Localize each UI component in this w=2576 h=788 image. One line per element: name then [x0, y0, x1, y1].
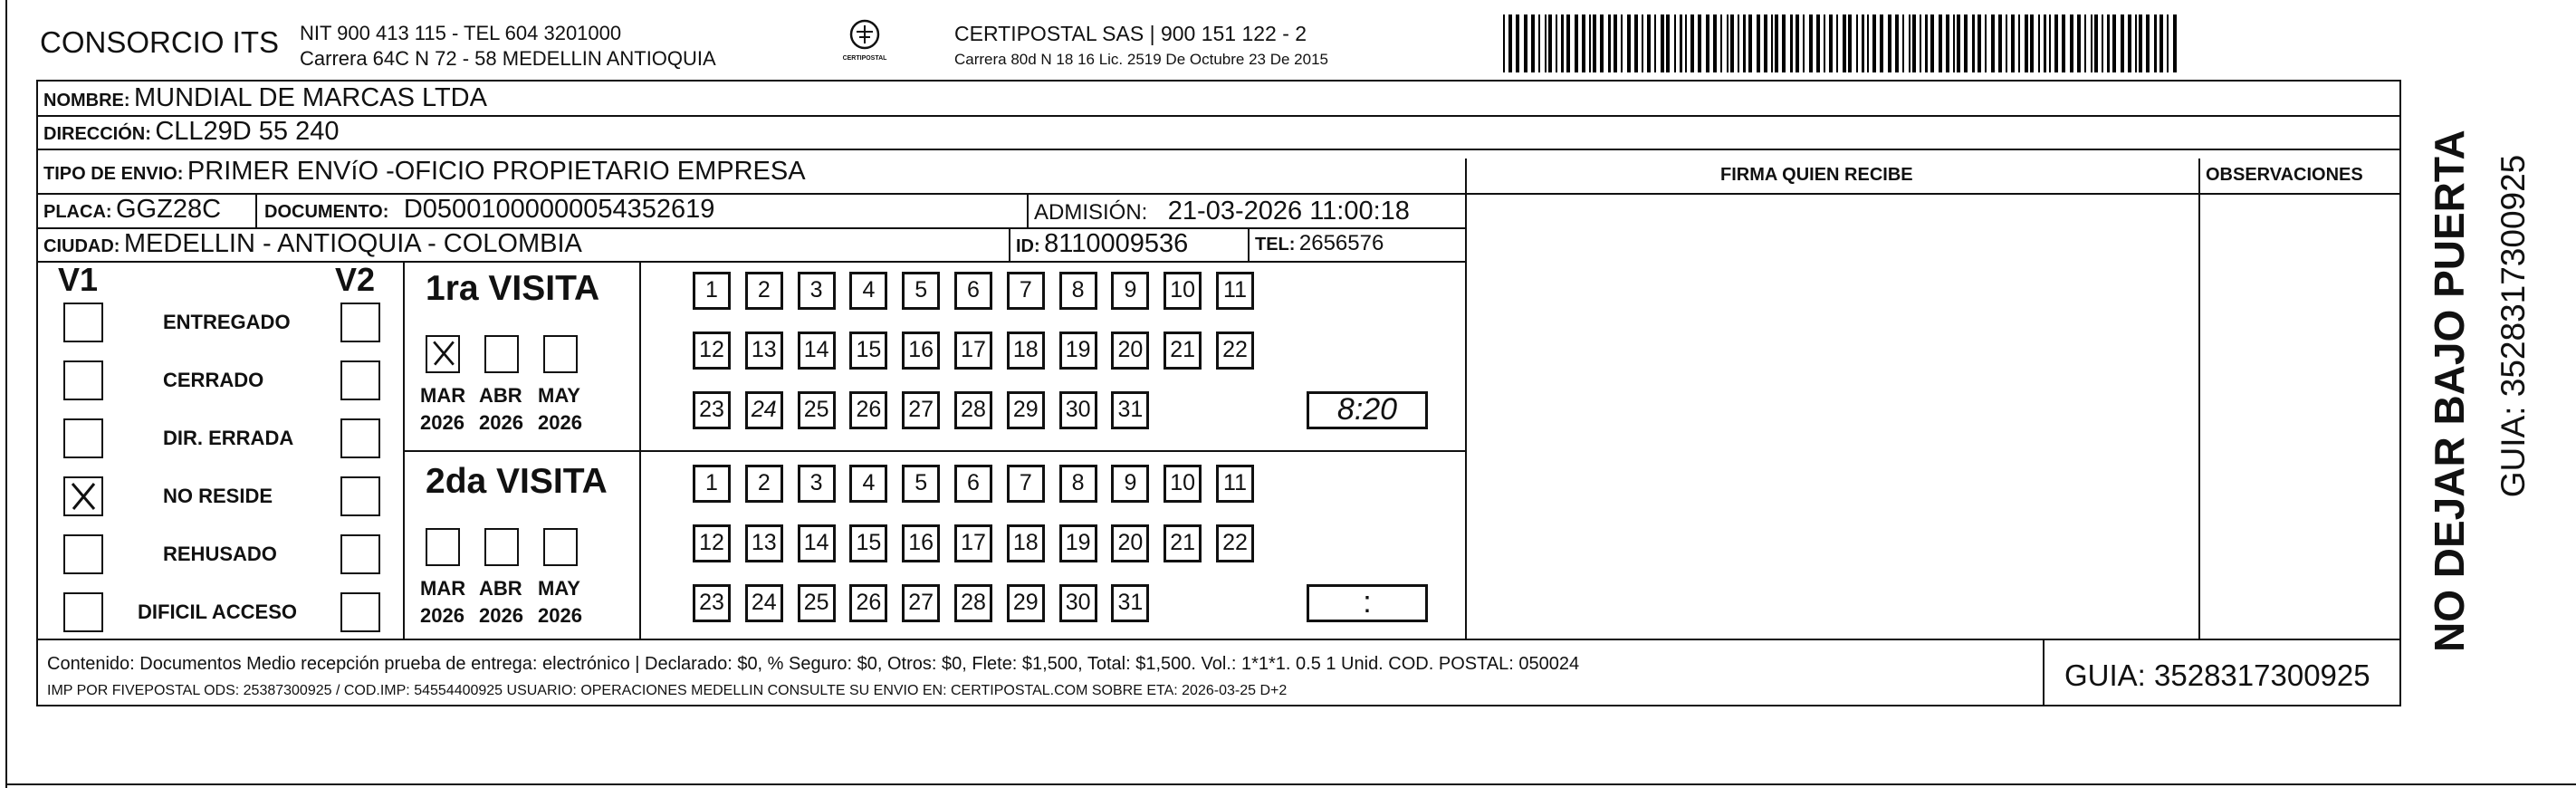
barcode-bar: [1972, 14, 1975, 72]
barcode-bar: [2084, 14, 2086, 72]
barcode-bar: [1727, 14, 1729, 72]
barcode-bar: [1775, 14, 1778, 72]
observaciones-label: OBSERVACIONES: [2206, 165, 2363, 185]
barcode-bar: [1621, 14, 1623, 72]
certipostal-logo: [833, 18, 896, 65]
year-label: 2026: [479, 604, 523, 627]
day-cell[interactable]: 31: [1111, 584, 1149, 622]
day-cell[interactable]: 2: [745, 272, 783, 310]
barcode-bar: [1690, 14, 1694, 72]
tipo-value: PRIMER ENVíO -OFICIO PROPIETARIO EMPRESA: [187, 157, 806, 186]
day-cell[interactable]: 15: [849, 332, 887, 370]
ciudad-value: MEDELLIN - ANTIOQUIA - COLOMBIA: [123, 229, 582, 258]
barcode-bar: [1589, 14, 1591, 72]
documento-label: DOCUMENTO:: [264, 202, 389, 222]
barcode-bar: [1771, 14, 1773, 72]
placa-value: GGZ28C: [116, 195, 222, 224]
admision-row: [1034, 197, 1410, 226]
barcode: [1503, 14, 2179, 72]
month-label: ABR: [479, 577, 522, 600]
rule: [2198, 159, 2200, 639]
month-checkbox[interactable]: [484, 528, 519, 566]
time-box[interactable]: :: [1307, 584, 1428, 622]
ciudad-label: CIUDAD:: [43, 236, 120, 256]
ciudad-row: [43, 229, 582, 259]
rule: [1465, 159, 1467, 639]
rule: [36, 115, 2401, 117]
documento-row: [264, 195, 714, 225]
barcode-bar: [1593, 14, 1596, 72]
day-cell[interactable]: 3: [798, 272, 836, 310]
barcode-bar: [2121, 14, 2124, 72]
check-mark-icon: [65, 478, 101, 514]
day-cell[interactable]: 29: [1007, 391, 1045, 429]
status-v2-checkbox[interactable]: [340, 418, 380, 458]
barcode-bar: [1925, 14, 1928, 72]
month-label: ABR: [479, 384, 522, 407]
barcode-bar: [1698, 14, 1701, 72]
day-cell[interactable]: 10: [1164, 465, 1202, 503]
nombre-value: MUNDIAL DE MARCAS LTDA: [134, 83, 487, 112]
day-cell[interactable]: 31: [1111, 391, 1149, 429]
barcode-bar: [1998, 14, 2002, 72]
day-cell[interactable]: 30: [1059, 584, 1097, 622]
barcode-bar: [1654, 14, 1656, 72]
barcode-bar: [1939, 14, 1942, 72]
barcode-bar: [1516, 14, 1519, 72]
barcode-bar: [1809, 14, 1813, 72]
barcode-bar: [1764, 14, 1767, 72]
day-cell[interactable]: 18: [1007, 332, 1045, 370]
barcode-bar: [1912, 14, 1916, 72]
rule: [1027, 193, 1029, 227]
barcode-bar: [2139, 14, 2142, 72]
rule: [36, 261, 1465, 263]
day-cell[interactable]: 11: [1216, 465, 1254, 503]
barcode-bar: [1888, 14, 1891, 72]
barcode-bar: [2070, 14, 2073, 72]
month-label: MAY: [538, 384, 580, 407]
check-mark-icon: [427, 337, 460, 370]
barcode-bar: [2049, 14, 2051, 72]
barcode-bar: [1647, 14, 1651, 72]
barcode-bar: [2044, 14, 2046, 72]
day-cell[interactable]: 27: [902, 391, 940, 429]
month-checkbox[interactable]: [484, 335, 519, 373]
barcode-bar: [2128, 14, 2131, 72]
placa-label: PLACA:: [43, 202, 112, 222]
status-label: NO RESIDE: [163, 485, 273, 507]
barcode-bar: [1862, 14, 1864, 72]
company-nit: NIT 900 413 115 - TEL 604 3201000: [300, 22, 622, 44]
barcode-bar: [1538, 14, 1540, 72]
barcode-bar: [2102, 14, 2103, 72]
day-cell[interactable]: 2: [745, 465, 783, 503]
admision-label: ADMISIÓN:: [1034, 200, 1148, 225]
year-label: 2026: [479, 411, 523, 434]
logo-icon: [847, 18, 883, 51]
barcode-bar: [1902, 14, 1904, 72]
day-cell[interactable]: 5: [902, 272, 940, 310]
day-cell[interactable]: 21: [1164, 524, 1202, 562]
month-checkbox[interactable]: [426, 335, 460, 373]
barcode-bar: [2091, 14, 2092, 72]
barcode-bar: [1713, 14, 1717, 72]
barcode-bar: [1856, 14, 1858, 72]
barcode-bar: [2054, 14, 2058, 72]
rule: [36, 193, 1465, 195]
company-address: Carrera 64C N 72 - 58 MEDELLIN ANTIOQUIA: [300, 47, 716, 70]
barcode-bar: [1561, 14, 1564, 72]
barcode-bar: [2135, 14, 2137, 72]
day-cell[interactable]: 13: [745, 332, 783, 370]
barcode-bar: [1730, 14, 1734, 72]
tel-label: TEL:: [1255, 235, 1296, 255]
status-v1-checkbox[interactable]: [63, 592, 103, 632]
v2-label: V2: [335, 261, 376, 298]
day-cell[interactable]: 26: [849, 391, 887, 429]
status-v2-checkbox[interactable]: [340, 534, 380, 574]
day-cell[interactable]: 30: [1059, 391, 1097, 429]
day-cell[interactable]: 11: [1216, 272, 1254, 310]
barcode-bar: [1930, 14, 1934, 72]
barcode-bar: [1680, 14, 1682, 72]
barcode-bar: [2173, 14, 2177, 72]
rule: [255, 193, 257, 227]
barcode-bar: [1545, 14, 1547, 72]
nombre-row: [43, 83, 487, 113]
barcode-bar: [1582, 14, 1585, 72]
time-box[interactable]: 8:20: [1307, 391, 1428, 429]
day-cell[interactable]: 16: [902, 524, 940, 562]
status-v1-checkbox[interactable]: [63, 303, 103, 342]
barcode-bar: [1524, 14, 1527, 72]
barcode-bar: [1880, 14, 1883, 72]
id-value: 8110009536: [1044, 229, 1189, 258]
barcode-bar: [1796, 14, 1799, 72]
barcode-bar: [1508, 14, 1512, 72]
barcode-bar: [1757, 14, 1760, 72]
status-label: DIR. ERRADA: [163, 427, 294, 449]
barcode-bar: [1848, 14, 1852, 72]
barcode-bar: [1738, 14, 1739, 72]
barcode-bar: [1674, 14, 1676, 72]
barcode-bar: [1957, 14, 1960, 72]
barcode-bar: [2038, 14, 2040, 72]
month-label: MAY: [538, 577, 580, 600]
day-cell[interactable]: 24: [745, 391, 783, 429]
month-checkbox[interactable]: [426, 528, 460, 566]
day-cell[interactable]: 14: [798, 332, 836, 370]
barcode-bar: [2112, 14, 2116, 72]
tel-value: 2656576: [1298, 231, 1384, 255]
barcode-bar: [2011, 14, 2015, 72]
tel-row: [1255, 231, 1384, 256]
barcode-bar: [2006, 14, 2007, 72]
firma-label: FIRMA QUIEN RECIBE: [1720, 165, 1913, 185]
barcode-bar: [1642, 14, 1643, 72]
day-cell[interactable]: 28: [954, 584, 992, 622]
barcode-bar: [1782, 14, 1786, 72]
day-cell[interactable]: 10: [1164, 272, 1202, 310]
side-guia: GUIA: 3528317300925: [2495, 154, 2532, 498]
left-edge-line: [5, 0, 7, 788]
status-label: DIFICIL ACCESO: [138, 601, 298, 623]
day-cell[interactable]: 29: [1007, 584, 1045, 622]
admision-value: 21-03-2026 11:00:18: [1167, 197, 1410, 226]
month-label: MAR: [420, 577, 466, 600]
footer-guia: GUIA: 3528317300925: [2064, 658, 2370, 692]
rule: [1009, 227, 1010, 261]
id-label: ID:: [1016, 236, 1040, 256]
barcode-bar: [1531, 14, 1535, 72]
status-v2-checkbox[interactable]: [340, 360, 380, 400]
day-cell[interactable]: 21: [1164, 332, 1202, 370]
barcode-bar: [2077, 14, 2081, 72]
barcode-bar: [1977, 14, 1981, 72]
status-label: ENTREGADO: [163, 311, 291, 333]
rule: [403, 450, 1465, 452]
barcode-bar: [1720, 14, 1722, 72]
placa-row: [43, 195, 221, 225]
barcode-bar: [1614, 14, 1617, 72]
barcode-bar: [1824, 14, 1825, 72]
rule: [2043, 639, 2045, 706]
barcode-bar: [1666, 14, 1670, 72]
day-cell[interactable]: 7: [1007, 465, 1045, 503]
status-v1-checkbox[interactable]: [63, 418, 103, 458]
second-visit-title: 2da VISITA: [426, 462, 608, 501]
barcode-bar: [1946, 14, 1949, 72]
day-cell[interactable]: 18: [1007, 524, 1045, 562]
id-row: [1016, 229, 1188, 259]
day-cell[interactable]: 14: [798, 524, 836, 562]
barcode-bar: [1600, 14, 1604, 72]
direccion-value: CLL29D 55 240: [155, 117, 340, 146]
barcode-bar: [2030, 14, 2034, 72]
barcode-bar: [2062, 14, 2065, 72]
barcode-bar: [1985, 14, 1987, 72]
barcode-bar: [2154, 14, 2157, 72]
day-cell[interactable]: 4: [849, 465, 887, 503]
barcode-bar: [1872, 14, 1876, 72]
day-cell[interactable]: 19: [1059, 332, 1097, 370]
barcode-bar: [2094, 14, 2098, 72]
v1-label: V1: [58, 261, 99, 298]
year-label: 2026: [420, 411, 464, 434]
barcode-bar: [1566, 14, 1570, 72]
status-label: CERRADO: [163, 369, 264, 391]
company-name: CONSORCIO ITS: [40, 25, 280, 59]
barcode-bar: [1748, 14, 1752, 72]
day-cell[interactable]: 15: [849, 524, 887, 562]
day-cell[interactable]: 17: [954, 524, 992, 562]
barcode-bar: [1816, 14, 1820, 72]
bottom-edge-line: [5, 783, 2576, 785]
status-v1-checkbox[interactable]: [63, 534, 103, 574]
year-label: 2026: [538, 604, 582, 627]
day-cell[interactable]: 9: [1111, 272, 1149, 310]
barcode-bar: [1920, 14, 1921, 72]
barcode-bar: [1706, 14, 1709, 72]
day-cell[interactable]: 25: [798, 391, 836, 429]
day-cell[interactable]: 22: [1216, 524, 1254, 562]
rule: [1465, 193, 2401, 195]
day-cell[interactable]: 19: [1059, 524, 1097, 562]
barcode-bar: [1685, 14, 1687, 72]
barcode-bar: [1627, 14, 1631, 72]
carrier-name: CERTIPOSTAL SAS | 900 151 122 - 2: [954, 22, 1307, 45]
day-cell[interactable]: 13: [745, 524, 783, 562]
rule: [36, 639, 2401, 640]
day-cell[interactable]: 16: [902, 332, 940, 370]
barcode-bar: [2025, 14, 2028, 72]
status-label: REHUSADO: [163, 543, 277, 565]
day-cell[interactable]: 25: [798, 584, 836, 622]
day-cell[interactable]: 8: [1059, 272, 1097, 310]
day-cell[interactable]: 3: [798, 465, 836, 503]
day-cell[interactable]: 23: [693, 584, 731, 622]
nombre-label: NOMBRE:: [43, 91, 130, 111]
month-label: MAR: [420, 384, 466, 407]
day-cell[interactable]: 12: [693, 524, 731, 562]
footer-content-line: Contenido: Documentos Medio recepción prueba de entrega: electrónico | Declarado: $0, % Seguro: $0, Otros: $0, Flete: $1,500, Total: $1,500. Vol.: 1*1*1. 0.5 1 Unid. COD. POSTAL: 050024: [47, 654, 1580, 674]
barcode-bar: [1548, 14, 1552, 72]
day-cell[interactable]: 20: [1111, 332, 1149, 370]
barcode-bar: [2146, 14, 2150, 72]
day-cell[interactable]: 1: [693, 272, 731, 310]
barcode-bar: [1829, 14, 1833, 72]
day-cell[interactable]: 24: [745, 584, 783, 622]
status-v2-checkbox[interactable]: [340, 476, 380, 516]
barcode-bar: [1803, 14, 1805, 72]
side-warning: NO DEJAR BAJO PUERTA: [2426, 130, 2473, 652]
month-checkbox[interactable]: [543, 335, 578, 373]
day-cell[interactable]: 6: [954, 272, 992, 310]
day-cell[interactable]: 28: [954, 391, 992, 429]
day-cell[interactable]: 27: [902, 584, 940, 622]
status-v2-checkbox[interactable]: [340, 592, 380, 632]
direccion-row: [43, 117, 340, 147]
barcode-bar: [1790, 14, 1793, 72]
logo-text: CERTIPOSTAL: [842, 55, 887, 62]
day-cell[interactable]: 22: [1216, 332, 1254, 370]
day-cell[interactable]: 23: [693, 391, 731, 429]
barcode-bar: [1964, 14, 1968, 72]
year-label: 2026: [420, 604, 464, 627]
day-cell[interactable]: 17: [954, 332, 992, 370]
status-v1-checkbox[interactable]: [63, 476, 103, 516]
barcode-bar: [1953, 14, 1955, 72]
day-cell[interactable]: 4: [849, 272, 887, 310]
day-cell[interactable]: 5: [902, 465, 940, 503]
barcode-bar: [2018, 14, 2020, 72]
day-cell[interactable]: 26: [849, 584, 887, 622]
barcode-bar: [1608, 14, 1611, 72]
barcode-bar: [2159, 14, 2163, 72]
barcode-bar: [1575, 14, 1578, 72]
year-label: 2026: [538, 411, 582, 434]
direccion-label: DIRECCIÓN:: [43, 124, 151, 144]
barcode-bar: [2167, 14, 2169, 72]
documento-value: D05001000000054352619: [403, 195, 715, 224]
barcode-bar: [1991, 14, 1995, 72]
rule: [36, 149, 2401, 150]
status-v2-checkbox[interactable]: [340, 303, 380, 342]
carrier-address: Carrera 80d N 18 16 Lic. 2519 De Octubre 23 De 2015: [954, 51, 1328, 68]
first-visit-title: 1ra VISITA: [426, 269, 600, 308]
barcode-bar: [1743, 14, 1746, 72]
barcode-bar: [1634, 14, 1638, 72]
rule: [1248, 227, 1250, 261]
day-cell[interactable]: 8: [1059, 465, 1097, 503]
barcode-bar: [1661, 14, 1664, 72]
barcode-bar: [1503, 14, 1505, 72]
barcode-bar: [2107, 14, 2110, 72]
barcode-bar: [1843, 14, 1846, 72]
month-checkbox[interactable]: [543, 528, 578, 566]
barcode-bar: [1867, 14, 1869, 72]
barcode-bar: [1836, 14, 1838, 72]
day-cell[interactable]: 7: [1007, 272, 1045, 310]
day-cell[interactable]: 1: [693, 465, 731, 503]
status-v1-checkbox[interactable]: [63, 360, 103, 400]
tipo-label: TIPO DE ENVIO:: [43, 164, 184, 184]
day-cell[interactable]: 12: [693, 332, 731, 370]
barcode-bar: [1556, 14, 1557, 72]
day-cell[interactable]: 9: [1111, 465, 1149, 503]
day-cell[interactable]: 20: [1111, 524, 1149, 562]
tipo-row: [43, 157, 806, 187]
barcode-bar: [1909, 14, 1910, 72]
footer-imp-line: IMP POR FIVEPOSTAL ODS: 25387300925 / COD.IMP: 54554400925 USUARIO: OPERACIONES MEDELLIN CONSULTE SU ENVIO EN: CERTIPOSTAL.COM SOBRE ETA: 2026-03-25 D+2: [47, 683, 1288, 698]
barcode-bar: [1895, 14, 1899, 72]
day-cell[interactable]: 6: [954, 465, 992, 503]
